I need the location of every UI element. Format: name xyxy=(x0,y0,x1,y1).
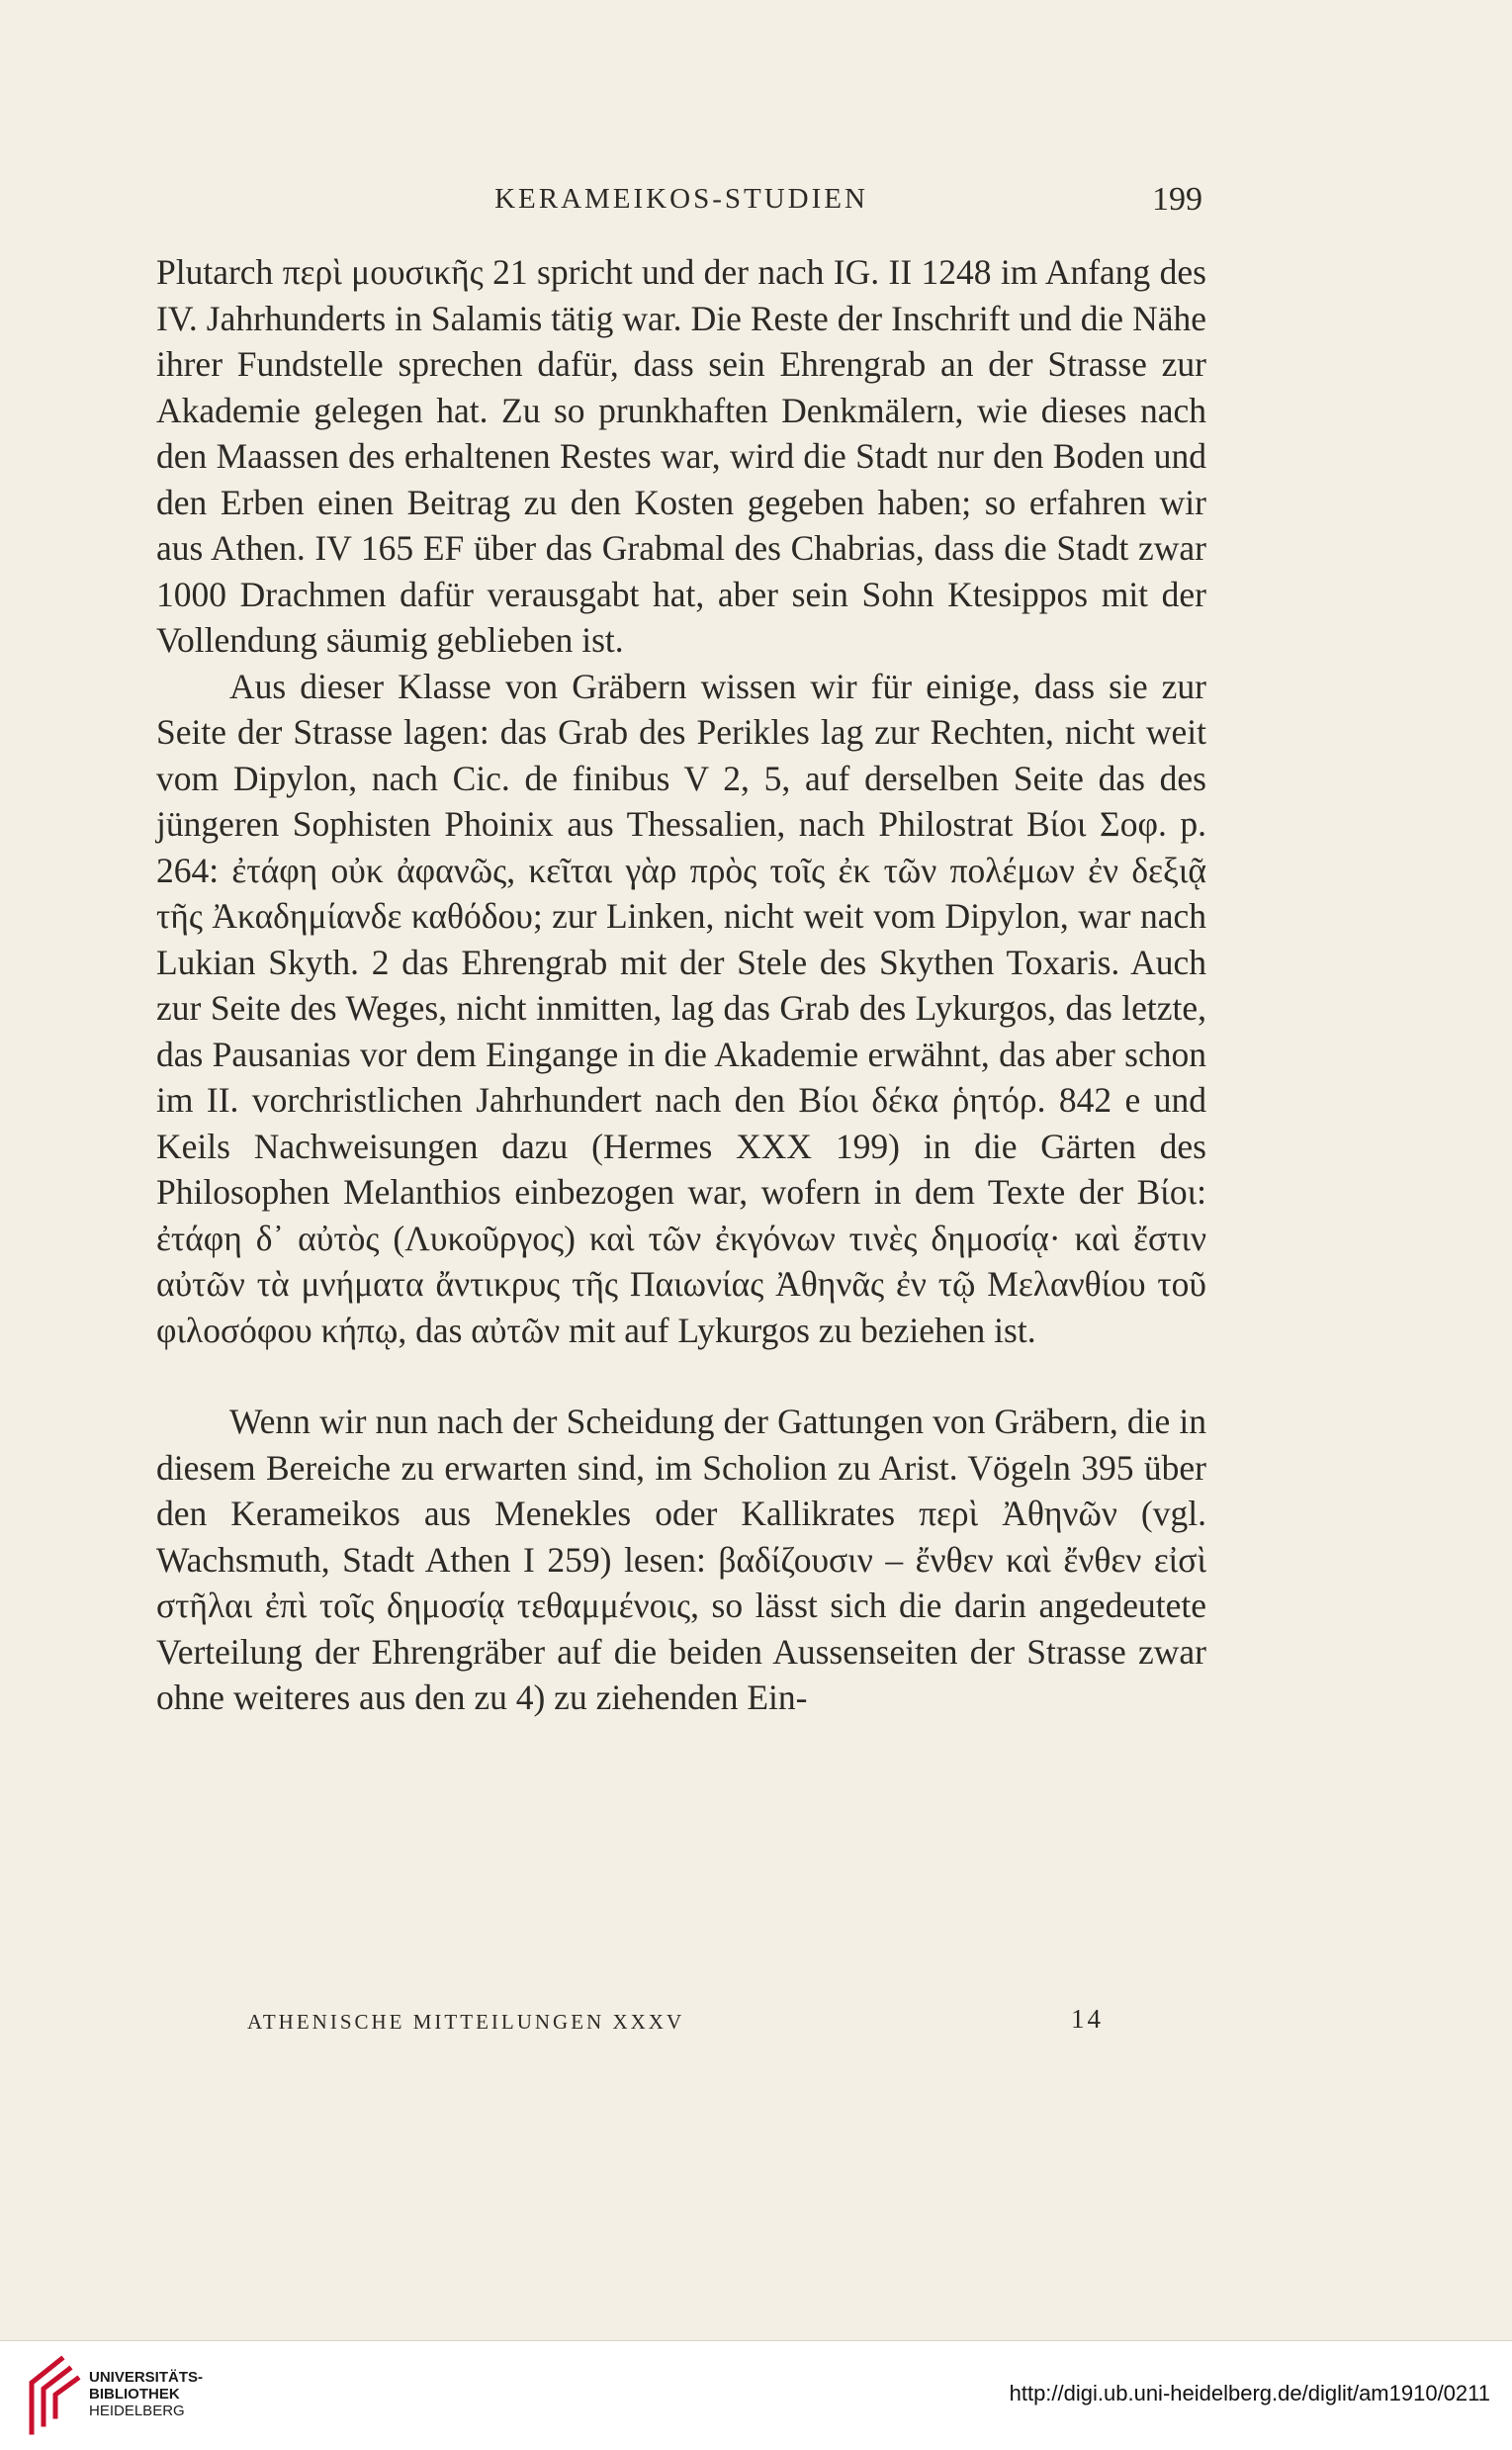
page-number: 199 xyxy=(1152,181,1202,218)
library-logo-icon xyxy=(18,2353,83,2436)
library-name-line-2: BIBLIOTHEK xyxy=(89,2386,180,2403)
page-header xyxy=(156,181,1206,221)
paragraph-3: Wenn wir nun nach der Scheidung der Gattungen von Gräbern, die in diesem Bereiche zu erwarten sind, im Scholion zu Arist. Vögeln 395 über den Kerameikos aus Menekles oder Kallikrates περὶ Ἀθηνῶν (vgl. Wachsmuth, Stadt Athen I 259) lesen: βαδίζουσιν – ἔνθεν καὶ ἔνθεν εἰσὶ στῆλαι ἐπὶ τοῖς δημοσίᾳ τεθαμμένοις, so lässt sich die darin angedeutete Verteilung der Ehrengräber auf die beiden Aussenseiten der Strasse zwar ohne weiteres aus den zu 4) zu ziehenden Ein- xyxy=(156,1402,1206,1717)
body-text xyxy=(156,249,1206,1721)
journal-name: ATHENISCHE MITTEILUNGEN XXXV xyxy=(247,2010,685,2034)
library-name xyxy=(89,2369,203,2419)
running-title: KERAMEIKOS-STUDIEN xyxy=(494,183,868,215)
paragraph-2: Aus dieser Klasse von Gräbern wissen wir für einige, dass sie zur Seite der Strasse lagen: das Grab des Perikles lag zur Rechten, nicht weit vom Dipylon, nach Cic. de finibus V 2, 5, auf derselben Seite das des jüngeren Sophisten Phoinix aus Thessalien, nach Philostrat Βίοι Σοφ. p. 264: ἐτάφη οὐκ ἀφανῶς, κεῖται γὰρ πρὸς τοῖς ἐκ τῶν πολέμων ἐν δεξιᾷ τῆς Ἀκαδημίανδε καθόδου; zur Linken, nicht weit vom Dipylon, war nach Lukian Skyth. 2 das Ehrengrab mit der Stele des Skythen Toxaris. Auch zur Seite des Weges, nicht inmitten, lag das Grab des Lykurgos, das letzte, das Pausanias vor dem Eingange in die Akademie erwähnt, das aber schon im II. vorchristlichen Jahrhundert nach den Βίοι δέκα ῥητόρ. 842 e und Keils Nachweisungen dazu (Hermes XXX 199) in die Gärten des Philosophen Melanthios einbezogen war, wofern in dem Texte der Βίοι: ἐτάφη δ᾿ αὐτὸς (Λυκοῦργος) καὶ τῶν ἐκγόνων τινὲς δημοσίᾳ· καὶ ἔστιν αὐτῶν τὰ μνήματα ἄντικρυς τῆς Παιωνίας Ἀθηνᾶς ἐν τῷ Μελανθίου τοῦ φιλοσόφου κήπῳ, das αὐτῶν mit auf Lykurgos zu beziehen ist. xyxy=(156,666,1206,1350)
source-url-link[interactable]: http://digi.ub.uni-heidelberg.de/diglit/am1910/0211 xyxy=(1009,2381,1490,2405)
digitization-footer xyxy=(0,2340,1512,2450)
sheet-number: 14 xyxy=(1071,2004,1104,2034)
library-name-line-3: HEIDELBERG xyxy=(89,2403,185,2419)
library-name-line-1: UNIVERSITÄTS- xyxy=(89,2369,204,2386)
paragraph-1: Plutarch περὶ μουσικῆς 21 spricht und der nach IG. II 1248 im Anfang des IV. Jahrhunderts in Salamis tätig war. Die Reste der Inschrift und die Nähe ihrer Fundstelle sprechen dafür, dass sein Ehrengrab an der Strasse zur Akademie gelegen hat. Zu so prunkhaften Denkmälern, wie dieses nach den Maassen des erhaltenen Restes war, wird die Stadt nur den Boden und den Erben einen Beitrag zu den Kosten gegeben haben; so erfahren wir aus Athen. IV 165 EF über das Grabmal des Chabrias, dass die Stadt zwar 1000 Drachmen dafür verausgabt hat, aber sein Sohn Ktesippos mit der Vollendung säumig geblieben ist. xyxy=(156,252,1206,660)
signature-line xyxy=(247,2004,1117,2040)
